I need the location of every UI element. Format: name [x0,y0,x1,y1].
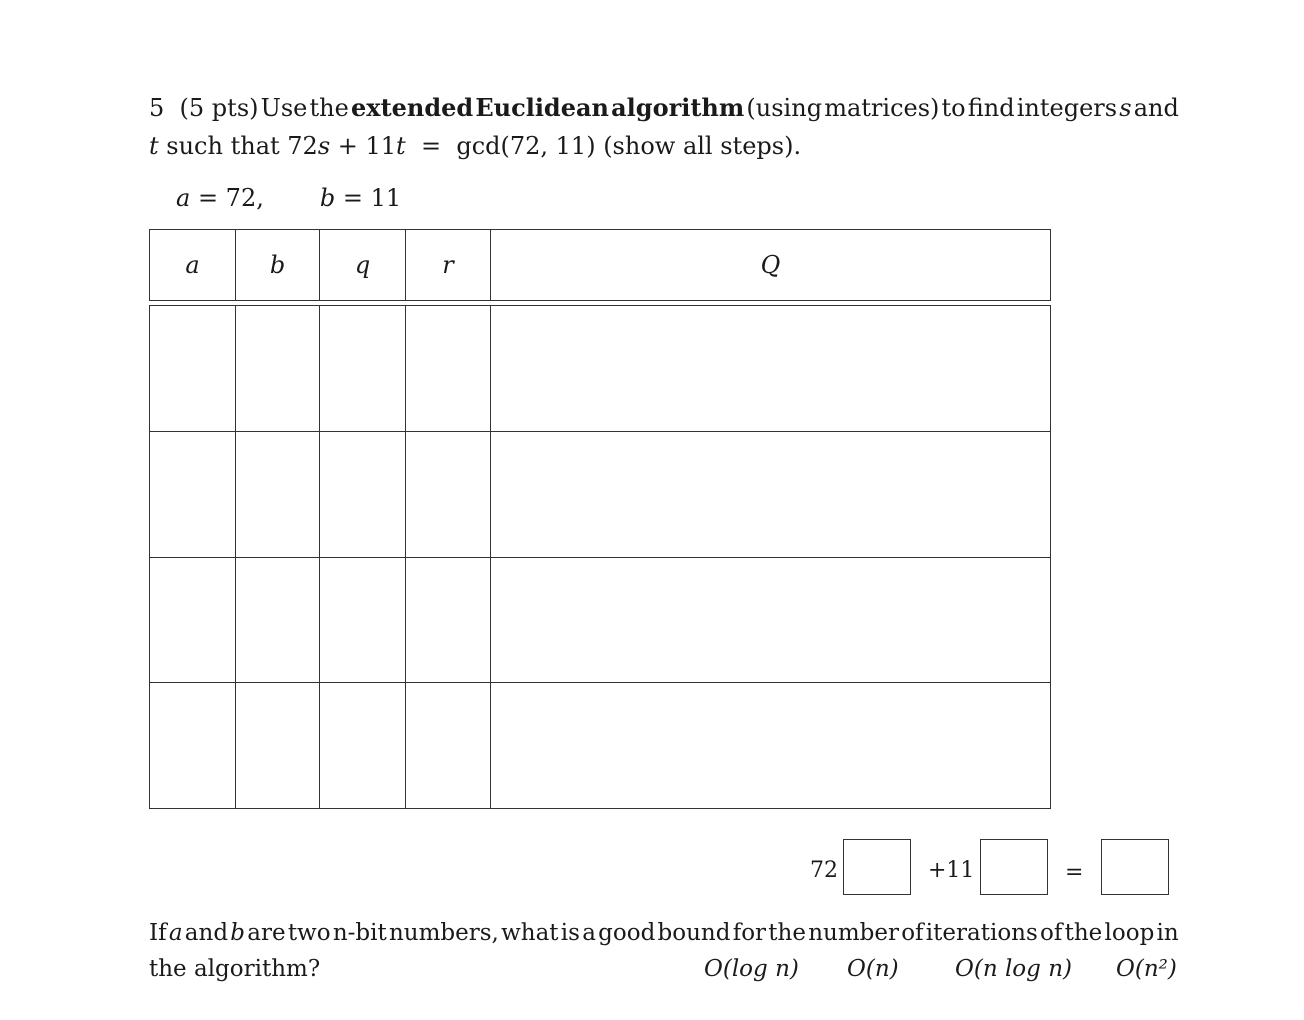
var-t: t [396,132,406,160]
word: a [582,920,596,946]
word: extended [350,93,474,122]
word: the [768,920,806,946]
header-b: b [236,230,320,301]
answer-cell[interactable] [491,557,1051,683]
table-header [149,229,1051,301]
coef-11: +11 [928,858,975,883]
given-values [176,186,401,210]
question-line-2 [149,134,801,158]
word: number [808,920,899,946]
answer-cell[interactable] [150,683,236,809]
word: and [1133,94,1179,122]
var-s: s [317,132,331,160]
option-n-log-n[interactable]: O(n log n) [955,956,1072,982]
answer-cell[interactable] [150,306,236,432]
answer-box-s[interactable] [843,839,911,895]
answer-cell[interactable] [491,683,1051,809]
header-a: a [150,230,236,301]
word: s [1119,94,1132,122]
answer-box-t[interactable] [980,839,1048,895]
answer-cell[interactable] [150,431,236,557]
answer-cell[interactable] [236,683,320,809]
answer-cell[interactable] [406,306,491,432]
answer-cell[interactable] [320,683,406,809]
text: such that 72 [158,132,318,160]
answer-cell[interactable] [406,431,491,557]
word: is [560,920,580,946]
table-row [150,683,1051,809]
answer-cell[interactable] [491,306,1051,432]
word: and [184,920,229,946]
bound-question-line-1 [149,922,1179,945]
word: in [1156,920,1179,946]
answer-cell[interactable] [236,306,320,432]
word: Use [260,94,308,122]
table-body [149,305,1051,809]
word: If [149,920,167,946]
header-Q: Q [491,230,1051,301]
answer-cell[interactable] [491,431,1051,557]
question-line-1 [149,93,1179,122]
word: for [732,920,767,946]
a-value: = 72, [190,184,264,212]
word: iterations [925,920,1038,946]
equals-sign: = [1065,860,1084,885]
word: are [247,920,286,946]
answer-cell[interactable] [150,557,236,683]
answer-cell[interactable] [320,306,406,432]
header-r: r [406,230,491,301]
word: matrices) [824,94,940,122]
word: of [1040,920,1063,946]
word: integers [1016,94,1118,122]
b-value: = 11 [335,184,402,212]
word: algorithm [611,93,745,122]
word: good [598,920,656,946]
question-number: 5 (5 pts) [149,94,259,122]
word: what [501,920,559,946]
text: = gcd(72, 11) (show all steps). [405,132,802,160]
text: + 11 [330,132,397,160]
word: b [230,920,246,946]
word: of [901,920,924,946]
bound-question-line-2: the algorithm? [149,956,321,982]
word: bound [657,920,731,946]
answer-cell[interactable] [236,431,320,557]
b-label: b [319,184,336,212]
answer-cell[interactable] [320,557,406,683]
option-n[interactable]: O(n) [847,956,899,982]
answer-cell[interactable] [236,557,320,683]
word: (using [746,94,823,122]
table-row [150,557,1051,683]
word: loop [1104,920,1155,946]
table-row [150,306,1051,432]
word: n-bit [332,920,387,946]
word: the [309,94,349,122]
answer-cell[interactable] [406,557,491,683]
option-log-n[interactable]: O(log n) [704,956,799,982]
answer-box-gcd[interactable] [1101,839,1169,895]
word: the [1064,920,1103,946]
answer-cell[interactable] [406,683,491,809]
coef-72: 72 [810,858,838,883]
var-t: t [149,132,159,160]
a-label: a [176,184,191,212]
answer-cell[interactable] [320,431,406,557]
table-row [150,431,1051,557]
header-q: q [320,230,406,301]
word: to [941,94,966,122]
word: Euclidean [475,93,609,122]
word: find [967,94,1015,122]
word: numbers, [388,920,499,946]
word: a [168,920,183,946]
option-n-squared[interactable]: O(n²) [1116,956,1177,982]
word: two [287,920,331,946]
